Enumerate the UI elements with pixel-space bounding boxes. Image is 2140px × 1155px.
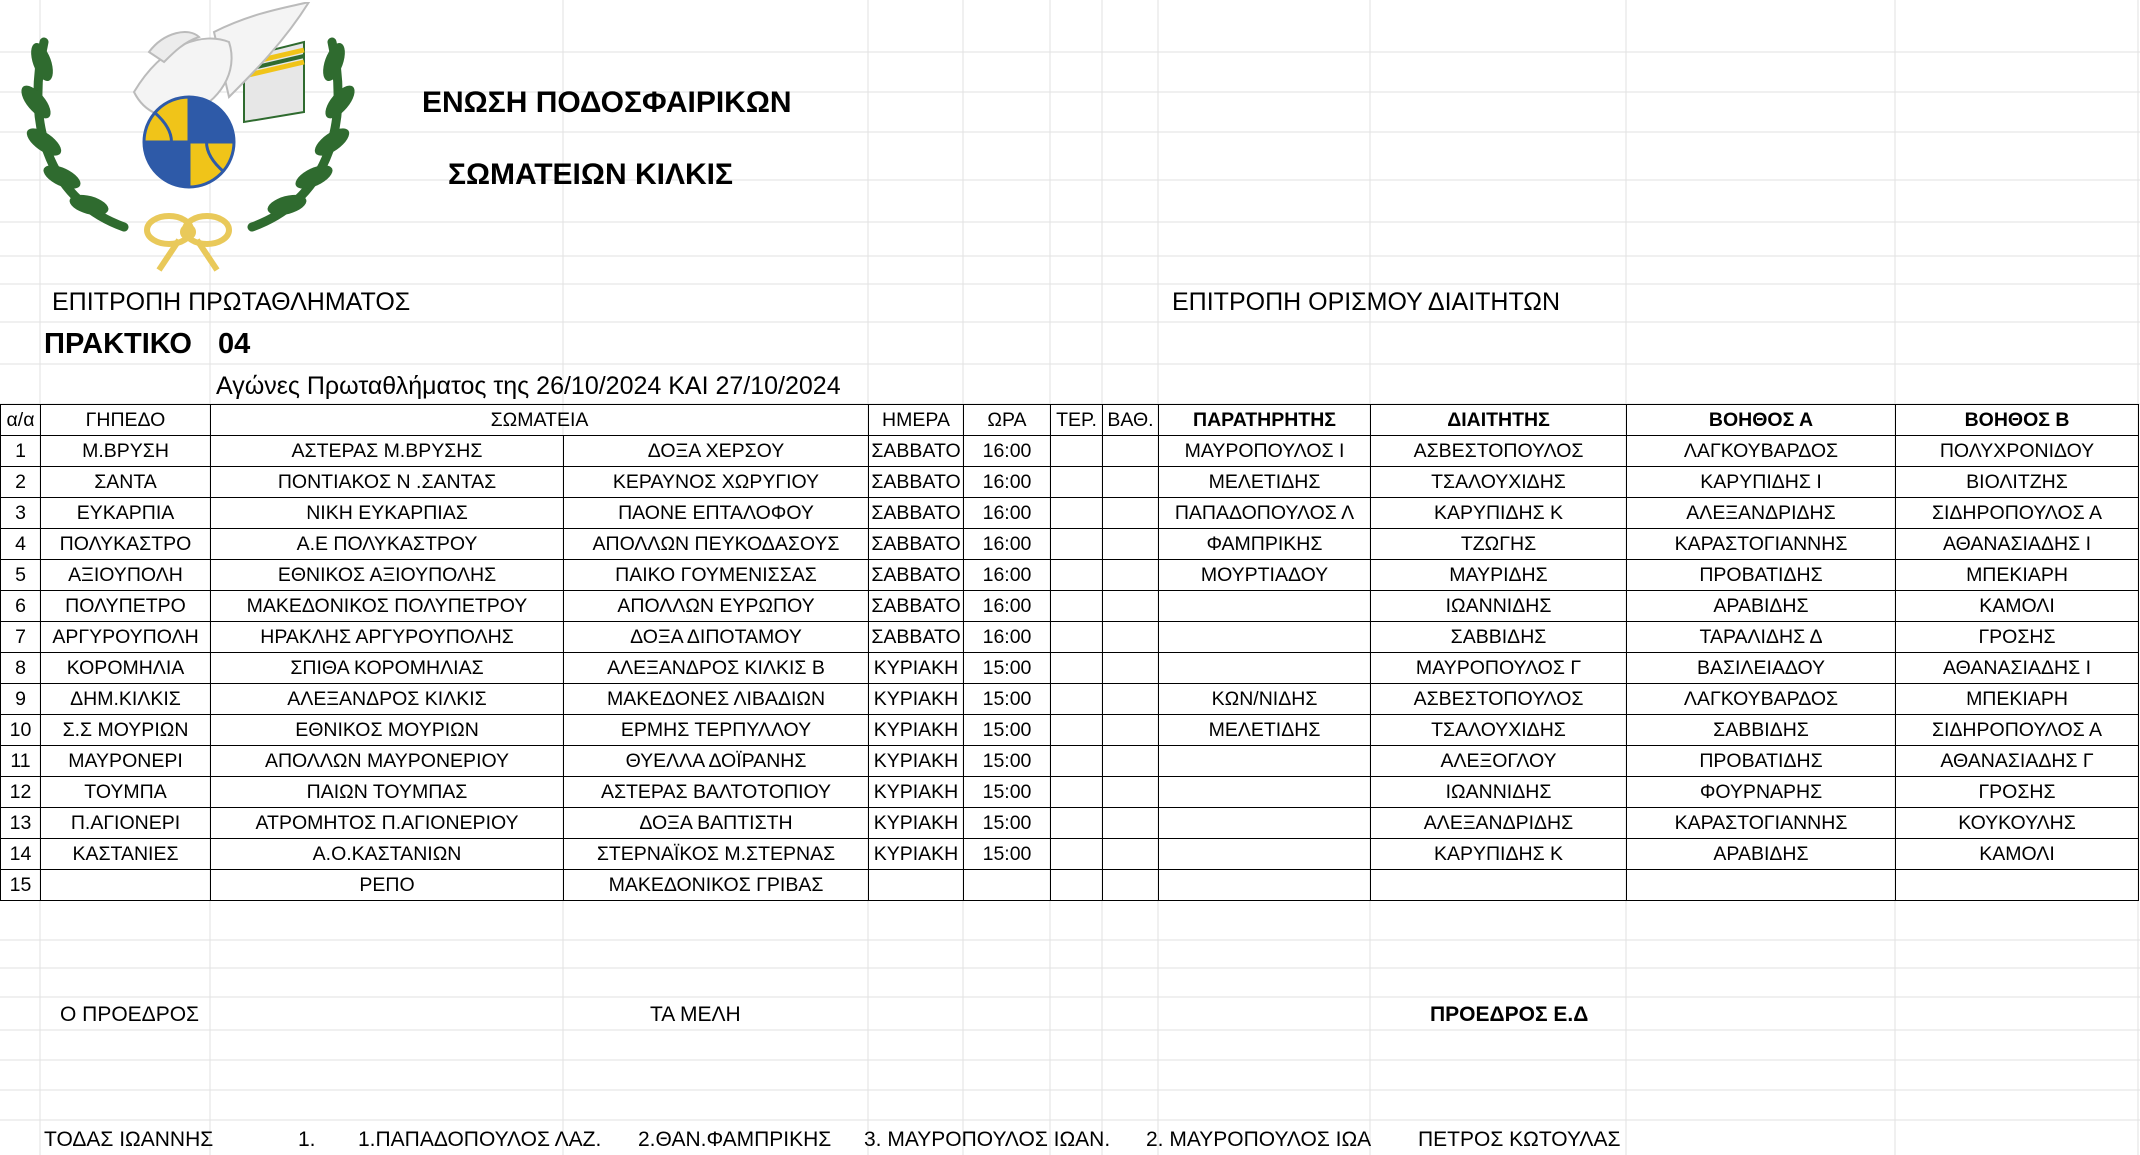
col-header-assistant-b: ΒΟΗΘΟΣ Β xyxy=(1896,405,2139,436)
time-cell: 16:00 xyxy=(964,467,1051,498)
assistant-b-cell: ΠΟΛΥΧΡΟΝΙΔΟΥ xyxy=(1896,436,2139,467)
home-team-cell: ΕΘΝΙΚΟΣ ΜΟΥΡΙΩΝ xyxy=(211,715,564,746)
referee-cell: ΜΑΥΡΙΔΗΣ xyxy=(1371,560,1627,591)
time-cell xyxy=(964,870,1051,901)
vath-cell xyxy=(1103,560,1159,591)
home-team-cell: ΝΙΚΗ ΕΥΚΑΡΠΙΑΣ xyxy=(211,498,564,529)
observer-cell: ΜΕΛΕΤΙΔΗΣ xyxy=(1159,715,1371,746)
row-index: 13 xyxy=(1,808,41,839)
col-header-assistant-a: ΒΟΗΘΟΣ Α xyxy=(1627,405,1896,436)
table-row xyxy=(1,436,2139,467)
venue-cell: ΤΟΥΜΠΑ xyxy=(41,777,211,808)
row-index: 12 xyxy=(1,777,41,808)
matches-title: Αγώνες Πρωταθλήματος της 26/10/2024 ΚΑΙ 27/10/2024 xyxy=(216,372,841,400)
ter-cell xyxy=(1051,839,1103,870)
assistant-a-cell: ΒΑΣΙΛΕΙΑΔΟΥ xyxy=(1627,653,1896,684)
away-team-cell: ΑΣΤΕΡΑΣ ΒΑΛΤΟΤΟΠΙΟΥ xyxy=(564,777,869,808)
assistant-a-cell: ΑΛΕΞΑΝΔΡΙΔΗΣ xyxy=(1627,498,1896,529)
ter-cell xyxy=(1051,591,1103,622)
table-row xyxy=(1,684,2139,715)
away-team-cell: ΑΛΕΞΑΝΔΡΟΣ ΚΙΛΚΙΣ Β xyxy=(564,653,869,684)
table-row xyxy=(1,560,2139,591)
ter-cell xyxy=(1051,808,1103,839)
day-cell: ΚΥΡΙΑΚΗ xyxy=(869,839,964,870)
away-team-cell: ΔΟΞΑ ΧΕΡΣΟΥ xyxy=(564,436,869,467)
observer-cell: ΜΟΥΡΤΙΑΔΟΥ xyxy=(1159,560,1371,591)
venue-cell: ΠΟΛΥΠΕΤΡΟ xyxy=(41,591,211,622)
time-cell: 16:00 xyxy=(964,529,1051,560)
ter-cell xyxy=(1051,746,1103,777)
referee-cell: ΚΑΡΥΠΙΔΗΣ Κ xyxy=(1371,839,1627,870)
col-header-time: ΩΡΑ xyxy=(964,405,1051,436)
president-label: Ο ΠΡΟΕΔΡΟΣ xyxy=(60,1003,200,1026)
away-team-cell: ΚΕΡΑΥΝΟΣ ΧΩΡΥΓΙΟΥ xyxy=(564,467,869,498)
vath-cell xyxy=(1103,529,1159,560)
table-row xyxy=(1,746,2139,777)
ter-cell xyxy=(1051,715,1103,746)
observer-cell: ΠΑΠΑΔΟΠΟΥΛΟΣ Λ xyxy=(1159,498,1371,529)
members-label: ΤΑ ΜΕΛΗ xyxy=(650,1003,741,1026)
referee-committee-label: ΕΠΙΤΡΟΠΗ ΟΡΙΣΜΟΥ ΔΙΑΙΤΗΤΩΝ xyxy=(1172,288,1561,316)
referee-cell: ΤΣΑΛΟΥΧΙΔΗΣ xyxy=(1371,467,1627,498)
home-team-cell: Α.Ο.ΚΑΣΤΑΝΙΩΝ xyxy=(211,839,564,870)
day-cell xyxy=(869,870,964,901)
table-row xyxy=(1,591,2139,622)
vath-cell xyxy=(1103,498,1159,529)
home-team-cell: Α.Ε ΠΟΛΥΚΑΣΤΡΟΥ xyxy=(211,529,564,560)
vath-cell xyxy=(1103,622,1159,653)
col-header-index: α/α xyxy=(1,405,41,436)
away-team-cell: ΣΤΕΡΝΑΪΚΟΣ Μ.ΣΤΕΡΝΑΣ xyxy=(564,839,869,870)
vath-cell xyxy=(1103,870,1159,901)
away-team-cell: ΘΥΕΛΛΑ ΔΟΪΡΑΝΗΣ xyxy=(564,746,869,777)
referee-cell: ΙΩΑΝΝΙΔΗΣ xyxy=(1371,591,1627,622)
day-cell: ΣΑΒΒΑΤΟ xyxy=(869,436,964,467)
observer-cell xyxy=(1159,622,1371,653)
col-header-venue: ΓΗΠΕΔΟ xyxy=(41,405,211,436)
ed-president-name: ΠΕΤΡΟΣ ΚΩΤΟΥΛΑΣ xyxy=(1418,1128,1621,1151)
ter-cell xyxy=(1051,622,1103,653)
time-cell: 16:00 xyxy=(964,591,1051,622)
row-index: 10 xyxy=(1,715,41,746)
day-cell: ΚΥΡΙΑΚΗ xyxy=(869,777,964,808)
home-team-cell: ΠΟΝΤΙΑΚΟΣ Ν .ΣΑΝΤΑΣ xyxy=(211,467,564,498)
ter-cell xyxy=(1051,467,1103,498)
assistant-a-cell: ΑΡΑΒΙΔΗΣ xyxy=(1627,839,1896,870)
vath-cell xyxy=(1103,467,1159,498)
row-index: 9 xyxy=(1,684,41,715)
venue-cell: ΜΑΥΡΟΝΕΡΙ xyxy=(41,746,211,777)
row-index: 2 xyxy=(1,467,41,498)
observer-cell xyxy=(1159,591,1371,622)
referee-cell: ΜΑΥΡΟΠΟΥΛΟΣ Γ xyxy=(1371,653,1627,684)
time-cell: 15:00 xyxy=(964,777,1051,808)
ter-cell xyxy=(1051,529,1103,560)
vath-cell xyxy=(1103,436,1159,467)
home-team-cell: ΡΕΠΟ xyxy=(211,870,564,901)
time-cell: 15:00 xyxy=(964,839,1051,870)
vath-cell xyxy=(1103,684,1159,715)
assistant-b-cell: ΚΑΜΟΛΙ xyxy=(1896,839,2139,870)
col-header-vath: ΒΑΘ. xyxy=(1103,405,1159,436)
vath-cell xyxy=(1103,715,1159,746)
time-cell: 15:00 xyxy=(964,653,1051,684)
assistant-a-cell: ΚΑΡΑΣΤΟΓΙΑΝΝΗΣ xyxy=(1627,529,1896,560)
day-cell: ΚΥΡΙΑΚΗ xyxy=(869,653,964,684)
away-team-cell: ΑΠΟΛΛΩΝ ΕΥΡΩΠΟΥ xyxy=(564,591,869,622)
vath-cell xyxy=(1103,746,1159,777)
assistant-b-cell xyxy=(1896,870,2139,901)
table-row xyxy=(1,715,2139,746)
time-cell: 16:00 xyxy=(964,560,1051,591)
away-team-cell: ΜΑΚΕΔΟΝΕΣ ΛΙΒΑΔΙΩΝ xyxy=(564,684,869,715)
row-index: 1 xyxy=(1,436,41,467)
away-team-cell: ΑΠΟΛΛΩΝ ΠΕΥΚΟΔΑΣΟΥΣ xyxy=(564,529,869,560)
assistant-a-cell: ΛΑΓΚΟΥΒΑΡΔΟΣ xyxy=(1627,684,1896,715)
row-index: 11 xyxy=(1,746,41,777)
ter-cell xyxy=(1051,777,1103,808)
referee-cell: ΙΩΑΝΝΙΔΗΣ xyxy=(1371,777,1627,808)
table-row xyxy=(1,622,2139,653)
day-cell: ΚΥΡΙΑΚΗ xyxy=(869,715,964,746)
home-team-cell: ΑΣΤΕΡΑΣ Μ.ΒΡΥΣΗΣ xyxy=(211,436,564,467)
away-team-cell: ΕΡΜΗΣ ΤΕΡΠΥΛΛΟΥ xyxy=(564,715,869,746)
home-team-cell: ΕΘΝΙΚΟΣ ΑΞΙΟΥΠΟΛΗΣ xyxy=(211,560,564,591)
member-2-name: 2.ΘΑΝ.ΦΑΜΠΡΙΚΗΣ xyxy=(638,1128,832,1151)
venue-cell: ΔΗΜ.ΚΙΛΚΙΣ xyxy=(41,684,211,715)
day-cell: ΣΑΒΒΑΤΟ xyxy=(869,622,964,653)
assistant-b-cell: ΑΘΑΝΑΣΙΑΔΗΣ Γ xyxy=(1896,746,2139,777)
away-team-cell: ΠΑΟΝΕ ΕΠΤΑΛΟΦΟΥ xyxy=(564,498,869,529)
ed-president-label: ΠΡΟΕΔΡΟΣ Ε.Δ xyxy=(1430,1003,1589,1026)
minutes-label: ΠΡΑΚΤΙΚΟ xyxy=(44,328,192,360)
home-team-cell: ΠΑΙΩΝ ΤΟΥΜΠΑΣ xyxy=(211,777,564,808)
home-team-cell: ΑΛΕΞΑΝΔΡΟΣ ΚΙΛΚΙΣ xyxy=(211,684,564,715)
table-row xyxy=(1,653,2139,684)
venue-cell: ΑΞΙΟΥΠΟΛΗ xyxy=(41,560,211,591)
assistant-a-cell: ΚΑΡΥΠΙΔΗΣ Ι xyxy=(1627,467,1896,498)
col-header-referee: ΔΙΑΙΤΗΤΗΣ xyxy=(1371,405,1627,436)
assistant-b-cell: ΚΟΥΚΟΥΛΗΣ xyxy=(1896,808,2139,839)
referee-cell: ΣΑΒΒΙΔΗΣ xyxy=(1371,622,1627,653)
referee-cell: ΑΛΕΞΑΝΔΡΙΔΗΣ xyxy=(1371,808,1627,839)
vath-cell xyxy=(1103,839,1159,870)
table-row xyxy=(1,870,2139,901)
member-index: 1. xyxy=(298,1128,316,1151)
referee-cell: ΤΖΩΓΗΣ xyxy=(1371,529,1627,560)
venue-cell: ΠΟΛΥΚΑΣΤΡΟ xyxy=(41,529,211,560)
home-team-cell: ΣΠΙΘΑ ΚΟΡΟΜΗΛΙΑΣ xyxy=(211,653,564,684)
table-row xyxy=(1,467,2139,498)
observer-cell xyxy=(1159,808,1371,839)
venue-cell xyxy=(41,870,211,901)
col-header-day: ΗΜΕΡΑ xyxy=(869,405,964,436)
venue-cell: ΚΑΣΤΑΝΙΕΣ xyxy=(41,839,211,870)
row-index: 5 xyxy=(1,560,41,591)
home-team-cell: ΗΡΑΚΛΗΣ ΑΡΓΥΡΟΥΠΟΛΗΣ xyxy=(211,622,564,653)
observer-cell: ΚΩΝ/ΝΙΔΗΣ xyxy=(1159,684,1371,715)
col-header-ter: ΤΕΡ. xyxy=(1051,405,1103,436)
observer-cell: ΜΑΥΡΟΠΟΥΛΟΣ Ι xyxy=(1159,436,1371,467)
assistant-b-cell: ΚΑΜΟΛΙ xyxy=(1896,591,2139,622)
time-cell: 15:00 xyxy=(964,808,1051,839)
row-index: 15 xyxy=(1,870,41,901)
away-team-cell: ΔΟΞΑ ΒΑΠΤΙΣΤΗ xyxy=(564,808,869,839)
org-title-line2: ΣΩΜΑΤΕΙΩΝ ΚΙΛΚΙΣ xyxy=(448,158,733,191)
assistant-a-cell xyxy=(1627,870,1896,901)
away-team-cell: ΔΟΞΑ ΔΙΠΟΤΑΜΟΥ xyxy=(564,622,869,653)
ter-cell xyxy=(1051,653,1103,684)
day-cell: ΚΥΡΙΑΚΗ xyxy=(869,808,964,839)
day-cell: ΣΑΒΒΑΤΟ xyxy=(869,560,964,591)
table-row xyxy=(1,808,2139,839)
referee-cell: ΤΣΑΛΟΥΧΙΔΗΣ xyxy=(1371,715,1627,746)
member-3-name: 3. ΜΑΥΡΟΠΟΥΛΟΣ ΙΩΑΝ. xyxy=(864,1128,1111,1151)
assistant-a-cell: ΣΑΒΒΙΔΗΣ xyxy=(1627,715,1896,746)
home-team-cell: ΜΑΚΕΔΟΝΙΚΟΣ ΠΟΛΥΠΕΤΡΟΥ xyxy=(211,591,564,622)
observer-cell: ΜΕΛΕΤΙΔΗΣ xyxy=(1159,467,1371,498)
member-1-name: 1.ΠΑΠΑΔΟΠΟΥΛΟΣ ΛΑΖ. xyxy=(358,1128,602,1151)
col-header-observer: ΠΑΡΑΤΗΡΗΤΗΣ xyxy=(1159,405,1371,436)
assistant-a-cell: ΠΡΟΒΑΤΙΔΗΣ xyxy=(1627,560,1896,591)
vath-cell xyxy=(1103,591,1159,622)
time-cell: 16:00 xyxy=(964,622,1051,653)
venue-cell: ΣΑΝΤΑ xyxy=(41,467,211,498)
schedule-body xyxy=(1,436,2139,901)
time-cell: 15:00 xyxy=(964,746,1051,777)
ter-cell xyxy=(1051,498,1103,529)
referee-cell: ΑΛΕΞΟΓΛΟΥ xyxy=(1371,746,1627,777)
assistant-a-cell: ΑΡΑΒΙΔΗΣ xyxy=(1627,591,1896,622)
referee-cell: ΑΣΒΕΣΤΟΠΟΥΛΟΣ xyxy=(1371,436,1627,467)
day-cell: ΣΑΒΒΑΤΟ xyxy=(869,591,964,622)
observer-cell xyxy=(1159,870,1371,901)
table-row xyxy=(1,498,2139,529)
assistant-a-cell: ΚΑΡΑΣΤΟΓΙΑΝΝΗΣ xyxy=(1627,808,1896,839)
row-index: 4 xyxy=(1,529,41,560)
referee-cell xyxy=(1371,870,1627,901)
minutes-number: 04 xyxy=(217,328,251,360)
observer-cell xyxy=(1159,839,1371,870)
row-index: 7 xyxy=(1,622,41,653)
home-team-cell: ΑΤΡΟΜΗΤΟΣ Π.ΑΓΙΟΝΕΡΙΟΥ xyxy=(211,808,564,839)
referee-cell: ΑΣΒΕΣΤΟΠΟΥΛΟΣ xyxy=(1371,684,1627,715)
assistant-b-cell: ΜΠΕΚΙΑΡΗ xyxy=(1896,684,2139,715)
assistant-a-cell: ΦΟΥΡΝΑΡΗΣ xyxy=(1627,777,1896,808)
table-header-row xyxy=(1,405,2139,436)
assistant-b-cell: ΓΡΟΣΗΣ xyxy=(1896,622,2139,653)
day-cell: ΚΥΡΙΑΚΗ xyxy=(869,746,964,777)
table-row xyxy=(1,529,2139,560)
championship-committee-label: ΕΠΙΤΡΟΠΗ ΠΡΩΤΑΘΛΗΜΑΤΟΣ xyxy=(52,288,411,316)
row-index: 3 xyxy=(1,498,41,529)
ter-cell xyxy=(1051,684,1103,715)
col-header-clubs: ΣΩΜΑΤΕΙΑ xyxy=(211,405,869,436)
table-row xyxy=(1,839,2139,870)
venue-cell: Σ.Σ ΜΟΥΡΙΩΝ xyxy=(41,715,211,746)
member-4-name: 2. ΜΑΥΡΟΠΟΥΛΟΣ ΙΩΑ xyxy=(1146,1128,1372,1151)
minutes-title xyxy=(44,328,250,361)
president-name: ΤΟΔΑΣ ΙΩΑΝΝΗΣ xyxy=(44,1128,214,1151)
time-cell: 15:00 xyxy=(964,684,1051,715)
venue-cell: Π.ΑΓΙΟΝΕΡΙ xyxy=(41,808,211,839)
away-team-cell: ΜΑΚΕΔΟΝΙΚΟΣ ΓΡΙΒΑΣ xyxy=(564,870,869,901)
assistant-b-cell: ΑΘΑΝΑΣΙΑΔΗΣ Ι xyxy=(1896,529,2139,560)
assistant-b-cell: ΣΙΔΗΡΟΠΟΥΛΟΣ Α xyxy=(1896,498,2139,529)
venue-cell: ΕΥΚΑΡΠΙΑ xyxy=(41,498,211,529)
assistant-b-cell: ΒΙΟΛΙΤΖΗΣ xyxy=(1896,467,2139,498)
away-team-cell: ΠΑΙΚΟ ΓΟΥΜΕΝΙΣΣΑΣ xyxy=(564,560,869,591)
observer-cell: ΦΑΜΠΡΙΚΗΣ xyxy=(1159,529,1371,560)
assistant-a-cell: ΠΡΟΒΑΤΙΔΗΣ xyxy=(1627,746,1896,777)
assistant-b-cell: ΑΘΑΝΑΣΙΑΔΗΣ Ι xyxy=(1896,653,2139,684)
day-cell: ΣΑΒΒΑΤΟ xyxy=(869,467,964,498)
assistant-b-cell: ΓΡΟΣΗΣ xyxy=(1896,777,2139,808)
home-team-cell: ΑΠΟΛΛΩΝ ΜΑΥΡΟΝΕΡΙΟΥ xyxy=(211,746,564,777)
observer-cell xyxy=(1159,746,1371,777)
vath-cell xyxy=(1103,653,1159,684)
assistant-a-cell: ΛΑΓΚΟΥΒΑΡΔΟΣ xyxy=(1627,436,1896,467)
venue-cell: ΑΡΓΥΡΟΥΠΟΛΗ xyxy=(41,622,211,653)
day-cell: ΚΥΡΙΑΚΗ xyxy=(869,684,964,715)
time-cell: 15:00 xyxy=(964,715,1051,746)
referee-cell: ΚΑΡΥΠΙΔΗΣ Κ xyxy=(1371,498,1627,529)
assistant-b-cell: ΣΙΔΗΡΟΠΟΥΛΟΣ Α xyxy=(1896,715,2139,746)
row-index: 14 xyxy=(1,839,41,870)
day-cell: ΣΑΒΒΑΤΟ xyxy=(869,529,964,560)
time-cell: 16:00 xyxy=(964,436,1051,467)
observer-cell xyxy=(1159,777,1371,808)
time-cell: 16:00 xyxy=(964,498,1051,529)
observer-cell xyxy=(1159,653,1371,684)
row-index: 8 xyxy=(1,653,41,684)
venue-cell: ΚΟΡΟΜΗΛΙΑ xyxy=(41,653,211,684)
row-index: 6 xyxy=(1,591,41,622)
venue-cell: Μ.ΒΡΥΣΗ xyxy=(41,436,211,467)
dove-football-laurel-emblem-icon xyxy=(14,2,362,274)
table-row xyxy=(1,777,2139,808)
vath-cell xyxy=(1103,777,1159,808)
ter-cell xyxy=(1051,560,1103,591)
org-title-line1: ΕΝΩΣΗ ΠΟΔΟΣΦΑΙΡΙΚΩΝ xyxy=(422,86,792,119)
day-cell: ΣΑΒΒΑΤΟ xyxy=(869,498,964,529)
vath-cell xyxy=(1103,808,1159,839)
ter-cell xyxy=(1051,436,1103,467)
assistant-a-cell: ΤΑΡΑΛΙΔΗΣ Δ xyxy=(1627,622,1896,653)
schedule-table xyxy=(0,404,2139,901)
ter-cell xyxy=(1051,870,1103,901)
assistant-b-cell: ΜΠΕΚΙΑΡΗ xyxy=(1896,560,2139,591)
